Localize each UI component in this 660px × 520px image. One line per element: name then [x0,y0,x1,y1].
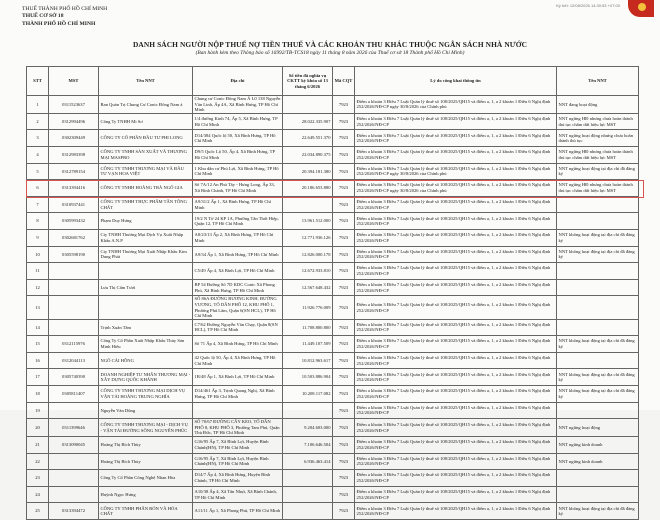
cell-cqt: 7923 [333,336,355,353]
cell-note: NNT ngừng kinh doanh [557,437,639,454]
cell-stt: 6 [27,180,49,197]
cell-stt: 9 [27,229,49,246]
cell-stt: 20 [27,419,49,437]
cell-note: NNT không hoạt động tại địa chỉ đã đăng ký [557,386,639,403]
cell-name: Công Ty Cổ Phần Xuất Nhập Khẩu Thủy Sản Minh Hiếu [99,336,193,353]
cell-mst: 0313394416 [49,180,99,197]
cell-amount: 11.926.776.009 [283,296,333,319]
col-header: Số tiền đã nghĩa vụ CKTT kỳ khóa số 13 tháng 6/2026 [283,67,333,96]
cell-name: Huỳnh Ngọc Hưng [99,486,193,503]
cell-mst [49,296,99,319]
cell-addr: 42 Quốc lộ 50, Ấp 4, Xã Bình Hưng, TP Hồ Chí Minh [193,352,283,369]
cell-cqt: 7923 [333,229,355,246]
cell-cqt: 7923 [333,419,355,437]
cell-note [557,196,639,213]
col-header: STT [27,67,49,96]
cell-note: NNT ngừng kinh doanh [557,453,639,470]
cell-cqt: 7923 [333,402,355,419]
cell-stt: 16 [27,352,49,369]
cell-cqt: 7923 [333,180,355,197]
cell-cqt: 7923 [333,130,355,147]
cell-addr: G16/95 Ấp 7, Xã Bình Lợi, Huyện Bình Chánh(HN), TP Hồ Chí Minh [193,453,283,470]
cell-mst: 0311399646 [49,419,99,437]
cell-reason: Điểm a khoản 3 Điều 7 Luật Quản lý thuế số 108/2025/QH15 và điểm a, 1, a 2 khoản 1 Điều 6 Nghị định 252/2026/NĐ-CP [355,419,557,437]
cell-mst: 0312044113 [49,352,99,369]
col-header: Tên NNT [557,67,639,96]
cell-mst [49,319,99,336]
cell-cqt: 7923 [333,96,355,114]
cell-name: Ban Quản Trị Chung Cư Conic Đông Nam á [99,96,193,114]
cell-mst: 0302681762 [49,229,99,246]
cell-reason: Điểm a khoản 3 Điều 7 Luật Quản lý thuế số 108/2025/QH15 và điểm a, 1, a 2 khoản 1 Điều 6 Nghị định 252/2026/NĐ-CP [355,213,557,230]
cell-name: CÔNG TY CỔ PHẦN ĐẦU TƯ PHI LONG [99,130,193,147]
table-row [27,196,639,213]
table-row [27,453,639,470]
cell-reason: Điểm a khoản 3 Điều 7 Luật Quản lý thuế số 108/2025/QH15 và điểm a, 1, a 2 khoản 1 Điều 6 Nghị định 252/2026/NĐ-CP [355,486,557,503]
cell-note: NNT không hoạt động tại địa chỉ đã đăng ký [557,229,639,246]
cell-name: Trịnh Xuân Tâm [99,319,193,336]
cell-note: NNT ngừng HĐ nhưng chưa hoàn thành thủ tục chấm dứt hiệu lực MST [557,113,639,130]
cell-reason: Điểm a khoản 3 Điều 7 Luật Quản lý thuế số 108/2025/QH15 và điểm a, 1, a 2 khoản 1 Điều 6 Nghị định 252/2026/NĐ-CP [355,386,557,403]
cell-reason: Điểm a khoản 3 Điều 7 Luật Quản lý thuế số 108/2025/QH15 và điểm a, 1, a 2 khoản 1 Điều 6 Nghị định 252/2026/NĐ-CP [355,263,557,280]
cell-name: Công Ty TNHH Mi Sơ [99,113,193,130]
cell-mst: 0305598190 [49,246,99,263]
cell-addr: SỐ 70/67 ĐƯỜNG CÂY KEO, TỔ DÂN PHỐ 8, KHU PHỐ 3, Phường Tam Phú, Quận Thủ Đức, TP Hồ Chí Minh [193,419,283,437]
cell-mst: 0312994496 [49,113,99,130]
cell-reason: Điểm a khoản 3 Điều 7 Luật Quản lý thuế số 108/2025/QH15 và điểm a, 1, a 2 khoản 1 Điều 6 Nghị định 252/2026/NĐ-CP ngày 30/8/2026 của Chính phủ [355,180,557,197]
cell-name: Cty TNHH Thương Mại Xuất Nhập Khẩu Kim Dung Phát [99,246,193,263]
cell-cqt: 7923 [333,503,355,520]
highlighted-row-marker [26,180,644,198]
cell-amount: 10.208.117.082 [283,386,333,403]
cell-stt: 3 [27,130,49,147]
table-row [27,163,639,180]
table-row [27,352,639,369]
cell-amount: 12.826.000.178 [283,246,333,263]
table-row [27,402,639,419]
cell-reason: Điểm a khoản 3 Điều 7 Luật Quản lý thuế số 108/2025/QH15 và điểm a, 1, a 2 khoản 1 Điều 6 Nghị định 252/2026/NĐ-CP [355,336,557,353]
cell-mst [49,279,99,296]
cell-stt: 2 [27,113,49,130]
cell-amount [283,486,333,503]
cell-reason: Điểm a khoản 3 Điều 7 Luật Quản lý thuế số 108/2025/QH15 và điểm a, 1, a 2 khoản 1 Điều 6 Nghị định 252/2026/NĐ-CP [355,503,557,520]
cell-mst: 0313090045 [49,437,99,454]
cell-note: NNT không hoạt động tại địa chỉ đã đăng ký [557,246,639,263]
col-header: MST [49,67,99,96]
cell-name: NGÔ CÁI HỒNG [99,352,193,369]
cell-stt: 4 [27,146,49,163]
cell-addr: A8/23/13 Ấp 2, Xã Bình Hưng, TP Hồ Chí Minh [193,229,283,246]
cell-reason: Điểm a khoản 3 Điều 7 Luật Quản lý thuế số 108/2025/QH15 và điểm a, 1, a 2 khoản 1 Điều 6 Nghị định 252/2026/NĐ-CP [355,130,557,147]
cell-cqt: 7923 [333,453,355,470]
emblem-icon [628,0,654,17]
cell-note: NNT ngừng HĐ nhưng chưa hoàn thành thủ tục chấm dứt hiệu lực MST [557,180,639,197]
cell-cqt: 7923 [333,369,355,386]
cell-stt: 8 [27,213,49,230]
cell-addr: SỐ 86A ĐƯỜNG BƯƠNG KINH, ĐƯỜNG VƯƠNG, TỔ DÂN PHỐ 12, KHU PHỐ 1, Phường Phú Lâm, Quận 6(SN HCL), TP Hồ Chí Minh [193,296,283,319]
cell-addr: Số 71 Ấp 4, Xã Bình Hưng, TP Hồ Chí Minh [193,336,283,353]
cell-addr: D14/384 Quốc lộ 50, Xã Bình Hưng, TP Hồ Chí Minh [193,130,283,147]
table-row [27,246,639,263]
cell-note: NNT không hoạt động tại địa chỉ đã đăng ký [557,503,639,520]
cell-amount: 20.186.653.880 [283,180,333,197]
table-row [27,96,639,114]
cell-stt: 7 [27,196,49,213]
cell-note [557,319,639,336]
table-row [27,146,639,163]
cell-mst: 0310937441 [49,196,99,213]
cell-name: DOANH NGHIỆP TƯ NHÂN THƯƠNG MẠI - XÂY DỰNG QUỐC KHÁNH [99,369,193,386]
cell-amount: 13.961.512.000 [283,213,333,230]
document-title: DANH SÁCH NGƯỜI NỘP THUẾ NỢ TIỀN THUẾ VÀ CÁC KHOẢN THU KHÁC THUỘC NGÂN SÁCH NHÀ NƯỚC [132,40,528,49]
cell-note [557,470,639,487]
issuer-line-1: THUẾ THÀNH PHỐ HỒ CHÍ MINH [22,6,108,12]
cell-amount: 12.771.936.126 [283,229,333,246]
cell-name: Hoàng Thị Bích Thùy [99,437,193,454]
cell-stt: 23 [27,470,49,487]
cell-stt: 10 [27,246,49,263]
cell-stt: 19 [27,402,49,419]
cell-cqt: 7923 [333,213,355,230]
cell-note [557,486,639,503]
cell-mst: 0305811407 [49,386,99,403]
cell-note: NNT ngừng hoạt động [557,419,639,437]
table-row [27,263,639,280]
cell-addr: 1B/48 Ấp 1, Xã Bình Lợi, TP Hồ Chí Minh [193,369,283,386]
cell-addr: D14/461 Ấp 3, Trịnh Quang Nghị, Xã Bình Hưng, TP Hồ Chí Minh [193,386,283,403]
cell-addr: 19/2 N Tờ 24 KP 1A, Phường Tân Thới Hiệp, Quận 12, TP Hồ Chí Minh [193,213,283,230]
cell-stt: 22 [27,453,49,470]
table-row [27,419,639,437]
cell-addr: A9/34 Ấp 1, Xã Bình Hưng, TP Hồ Chí Minh [193,246,283,263]
cell-amount: 7.106.646.504 [283,437,333,454]
cell-amount: 10.503.886.904 [283,369,333,386]
cell-cqt: 7923 [333,246,355,263]
cell-mst: 0313394472 [49,503,99,520]
cell-mst [49,263,99,280]
cell-name: Lưu Thị Cẩm Tươi [99,279,193,296]
cell-mst: 0312983398 [49,146,99,163]
cell-amount: 28.022.335.907 [283,113,333,130]
cell-reason: Điểm a khoản 3 Điều 7 Luật Quản lý thuế số 108/2025/QH15 và điểm a, 1, a 2 khoản 1 Điều 6 Nghị định 252/2026/NĐ-CP [355,146,557,163]
cell-stt: 1 [27,96,49,114]
cell-mst: 0305993432 [49,213,99,230]
cell-stt: 14 [27,319,49,336]
table-header-row [27,67,639,96]
cell-amount: 11.708.800.800 [283,319,333,336]
col-header: Địa chỉ [193,67,283,96]
cell-amount [283,470,333,487]
cell-cqt: 7923 [333,263,355,280]
cell-name: CÔNG TY TNHH HOÀNG TRÀ NGÔ GIA [99,180,193,197]
cell-addr: 1/4 đường Kinh 74, Ấp 5, Xã Bình Hưng, TP Hồ Chí Minh [193,113,283,130]
cell-cqt: 7923 [333,352,355,369]
cell-name: CÔNG TY TNHH PHÂN BÓN VÀ HÓA CHẤT [99,503,193,520]
table-row [27,130,639,147]
cell-addr: G16/95 Ấp 7, Xã Bình Lợi, Huyện Bình Chánh(HN), TP Hồ Chí Minh [193,437,283,454]
cell-name [99,296,193,319]
cell-note [557,402,639,419]
cell-reason: Điểm a khoản 3 Điều 7 Luật Quản lý thuế số 108/2025/QH15 và điểm a, 1, a 2 khoản 1 Điều 6 Nghị định 252/2026/NĐ-CP [355,296,557,319]
issuer-line-2: THUẾ CƠ SỞ 18 [22,13,64,20]
issuer-line-3: THÀNH PHỐ HỒ CHÍ MINH [22,20,96,27]
cell-cqt: 7923 [333,196,355,213]
cell-amount [283,503,333,520]
col-header: Mã CQT [333,67,355,96]
cell-name [99,263,193,280]
cell-cqt: 7923 [333,437,355,454]
cell-amount [283,402,333,419]
cell-addr [193,402,283,419]
cell-addr: 1 Khu dân cư Phú Lợi, Xã Bình Hưng, TP Hồ Chí Minh [193,163,283,180]
cell-note [557,279,639,296]
cell-reason: Điểm a khoản 3 Điều 7 Luật Quản lý thuế số 108/2025/QH15 và điểm a, 1, a 2 khoản 1 Điều 6 Nghị định 252/2026/NĐ-CP ngày 30/8/2026 của Chính phủ [355,163,557,180]
cell-name: Hoàng Thị Bích Thủy [99,453,193,470]
table-row [27,319,639,336]
table-row [27,229,639,246]
cell-addr: A10/38 Ấp 4, Xã Tân Nhựt, Xã Bình Chánh, TP Hồ Chí Minh [193,486,283,503]
cell-stt: 15 [27,336,49,353]
table-row [27,437,639,454]
cell-reason: Điểm a khoản 3 Điều 7 Luật Quản lý thuế số 108/2025/QH15 và điểm a, 1, a 2 khoản 1 Điều 6 Nghị định 252/2026/NĐ-CP [355,279,557,296]
cell-stt: 24 [27,486,49,503]
cell-reason: Điểm a khoản 3 Điều 7 Luật Quản lý thuế số 108/2025/QH15 và điểm a, 1, a 2 khoản 1 Điều 6 Nghị định 252/2026/NĐ-CP [355,319,557,336]
cell-amount: 20.394.181.380 [283,163,333,180]
cell-addr: C7/62 Đường Nguyễn Văn Chạy, Quận 8(SN HCL), TP Hồ Chí Minh [193,319,283,336]
table-row [27,213,639,230]
cell-note: NNT không hoạt động tại địa chỉ đã đăng ký [557,336,639,353]
cell-name: Công Ty Cổ Phần Công Nghệ Nhan Hòa [99,470,193,487]
cell-cqt: 7923 [333,146,355,163]
cell-note: NNT không hoạt động tại địa chỉ đã đăng ký [557,369,639,386]
cell-reason: Điểm a khoản 3 Điều 7 Luật Quản lý thuế số 108/2025/QH15 và điểm a, 1, a 2 khoản 1 Điều 6 Nghị định 252/2026/NĐ-CP [355,470,557,487]
cell-mst [49,402,99,419]
cell-note: NNT ngừng HĐ nhưng chưa hoàn thành thủ tục chấm dứt hiệu lực MST [557,146,639,163]
cell-amount: 6.936.463.414 [283,453,333,470]
cell-amount: 12.567.648.432 [283,279,333,296]
cell-note: NNT ngừng hoạt động nhưng chưa hoàn thành thủ tục [557,130,639,147]
cell-cqt: 7923 [333,296,355,319]
cell-stt: 13 [27,296,49,319]
cell-amount: 22.649.551.370 [283,130,333,147]
cell-cqt: 7923 [333,486,355,503]
cell-reason: Điểm a khoản 3 Điều 7 Luật Quản lý thuế số 108/2025/QH15 và điểm a, 1, a 2 khoản 1 Điều 6 Nghị định 252/2026/NĐ-CP [355,229,557,246]
cell-note [557,263,639,280]
cell-mst: 0312789154 [49,163,99,180]
cell-amount: 9.204.603.000 [283,419,333,437]
cell-cqt: 7923 [333,386,355,403]
cell-addr: A9/31/2 Ấp 1, Xã Bình Hưng, TP Hồ Chí Minh [193,196,283,213]
table-row [27,503,639,520]
cell-stt: 25 [27,503,49,520]
cell-reason: Điểm a khoản 3 Điều 7 Luật Quản lý thuế số 108/2025/QH15 và điểm a, 1, a 2 khoản 1 Điều 6 Nghị định 252/2026/NĐ-CP [355,453,557,470]
cell-cqt: 7923 [333,163,355,180]
cell-note: NNT đang hoạt động [557,96,639,114]
col-header: Tên NNT [99,67,193,96]
cell-mst: 0302309449 [49,130,99,147]
cell-cqt: 7923 [333,319,355,336]
cell-addr: D14/7 Ấp 4, Xã Bình Hưng, Huyện Bình Chánh, TP Hồ Chí Minh [193,470,283,487]
cell-stt: 18 [27,386,49,403]
cell-addr: D9/5 Quốc Lộ 50, Ấp 4, Xã Bình Hưng, TP Hồ Chí Minh [193,146,283,163]
cell-name: CÔNG TY TNHH THƯƠNG MẠI VÀ ĐẦU TƯ VẠN HOA VIỆT [99,163,193,180]
cell-name: Cty TNHH Thương Mại Dịch Vụ Xuất Nhập Khẩu A.N.P [99,229,193,246]
signature-stamp: Ký bởi: 12/08/2026 14:30:53 +07:00 [556,3,620,8]
cell-amount: 22.034.890.375 [283,146,333,163]
issuer-header [22,6,107,28]
table-row [27,336,639,353]
table-row [27,386,639,403]
cell-stt: 5 [27,163,49,180]
cell-amount [283,196,333,213]
cell-stt: 11 [27,263,49,280]
cell-mst: 0311523637 [49,96,99,114]
cell-note [557,296,639,319]
cell-amount [283,96,333,114]
cell-name: Phạm Duy Hưng [99,213,193,230]
cell-amount: 12.672.933.810 [283,263,333,280]
cell-stt: 21 [27,437,49,454]
cell-mst [49,470,99,487]
cell-name: CÔNG TY TNHH THỰC PHẨM TÂN TÔNG CHẤT [99,196,193,213]
cell-reason: Điểm a khoản 3 Điều 7 Luật Quản lý thuế số 108/2025/QH15 và điểm a, 1, a 2 khoản 1 Điều 6 Nghị định 252/2026/NĐ-CP [355,437,557,454]
cell-name: Nguyễn Văn Dũng [99,402,193,419]
cell-cqt: 7923 [333,470,355,487]
cell-addr: A11/11 Ấp 1, Xã Phong Phú, TP Hồ Chí Minh [193,503,283,520]
cell-note [557,352,639,369]
cell-note [557,213,639,230]
cell-reason: Điểm a khoản 3 Điều 7 Luật Quản lý thuế số 108/2025/QH15 và điểm a, 1, a 2 khoản 1 Điều 6 Nghị định 252/2026/NĐ-CP [355,113,557,130]
cell-amount: 10.812.963.617 [283,352,333,369]
taxpayer-debt-table [26,66,639,520]
cell-reason: Điểm a khoản 3 Điều 7 Luật Quản lý thuế số 108/2025/QH15 và điểm a, 1, a 2 khoản 1 Điều 6 Nghị định 252/2026/NĐ-CP [355,369,557,386]
cell-mst: 0312115976 [49,336,99,353]
cell-addr: Số 7A/12 An Phú Tây - Hưng Long, Ấp 33, Xã Bình Chánh, TP Hồ Chí Minh [193,180,283,197]
cell-reason: Điểm a khoản 3 Điều 7 Luật Quản lý thuế số 108/2025/QH15 và điểm a, 1, a 2 khoản 1 Điều 6 Nghị định 252/2026/NĐ-CP ngày 30/8/2026 của Chính phủ [355,96,557,114]
document-subtitle: (Ban hành kèm theo Thông báo số 16992/TB-TCS18 ngày 11 tháng 8 năm 2026 của Thuế cơ sở 18 Thành phố Hồ Chí Minh) [195,50,465,56]
col-header: Lý do công khai thông tin [355,67,557,96]
table-row [27,486,639,503]
table-row [27,279,639,296]
cell-reason: Điểm a khoản 3 Điều 7 Luật Quản lý thuế số 108/2025/QH15 và điểm a, 1, a 2 khoản 1 Điều 6 Nghị định 252/2026/NĐ-CP [355,196,557,213]
cell-name: CÔNG TY TNHH THƯƠNG MẠI DỊCH VỤ VẬN TẢI HOÀNG TRUNG NGHĨA [99,386,193,403]
table-row [27,113,639,130]
cell-mst [49,453,99,470]
cell-reason: Điểm a khoản 3 Điều 7 Luật Quản lý thuế số 108/2025/QH15 và điểm a, 1, a 2 khoản 1 Điều 6 Nghị định 252/2026/NĐ-CP [355,246,557,263]
cell-mst: 0305740390 [49,369,99,386]
table-row [27,470,639,487]
cell-addr: C5/49 Ấp 4, Xã Bình Lợi, TP Hồ Chí Minh [193,263,283,280]
cell-cqt: 7923 [333,113,355,130]
cell-amount: 11.449.107.509 [283,336,333,353]
cell-cqt: 7923 [333,279,355,296]
table-row [27,369,639,386]
cell-name: CÔNG TY TNHH THƯƠNG MẠI - DỊCH VỤ - VẬN TẢI ĐƯỜNG SÔNG NGUYÊN PHÚC [99,419,193,437]
table-row [27,296,639,319]
cell-reason: Điểm a khoản 3 Điều 7 Luật Quản lý thuế số 108/2025/QH15 và điểm a, 1, a 2 khoản 1 Điều 6 Nghị định 252/2026/NĐ-CP [355,402,557,419]
cell-addr: BP 54 Đường Số 7D KDC Conic Xã Phong Phú, Xã Bình Hưng, TP Hồ Chí Minh [193,279,283,296]
cell-note: NNT ngừng hoạt động tại địa chỉ đã đăng ký [557,163,639,180]
cell-stt: 12 [27,279,49,296]
cell-reason: Điểm a khoản 3 Điều 7 Luật Quản lý thuế số 108/2025/QH15 và điểm a, 1, a 2 khoản 1 Điều 6 Nghị định 252/2026/NĐ-CP [355,352,557,369]
cell-addr: Chung cư Conic Đông Nam Á L0 138 Nguyễn Văn Linh, Ấp 4A, Xã Bình Hưng, TP Hồ Chí Minh [193,96,283,114]
cell-name: CÔNG TY TNHH SẢN XUẤT VÀ THƯƠNG MẠI MASPRO [99,146,193,163]
cell-stt: 17 [27,369,49,386]
cell-mst [49,486,99,503]
